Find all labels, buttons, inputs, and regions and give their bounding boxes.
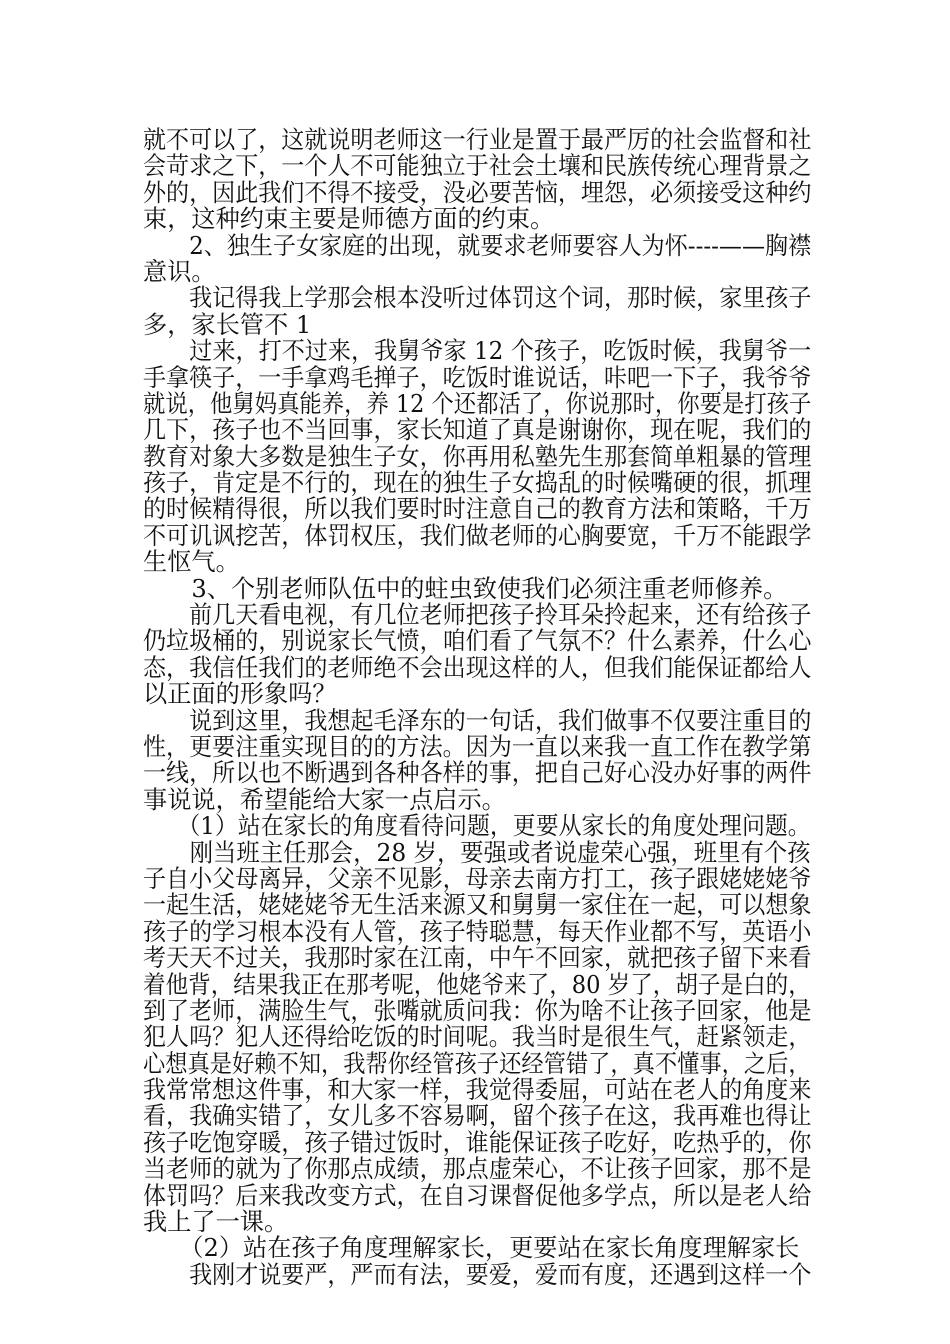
text-line: 犯人吗？犯人还得给吃饭的时间呢。我当时是很生气，赶紧领走， <box>143 1023 812 1052</box>
text-line: 到了老师，满脸生气，张嘴就质问我：你为啥不让孩子回家，他是 <box>143 996 812 1025</box>
text-line: 几下，孩子也不当回事，家长知道了真是谢谢你，现在呢，我们的 <box>143 416 812 445</box>
text-line: 不可讥讽挖苦，体罚权压，我们做老师的心胸要宽，千万不能跟学 <box>143 521 812 550</box>
text-line: 我上了一课。 <box>143 1208 289 1237</box>
text-line: 一起生活，姥姥姥爷无生活来源又和舅舅一家住在一起，可以想象 <box>143 891 812 920</box>
text-line: 多，家长管不 1 <box>143 310 312 339</box>
text-line: 以正面的形象吗？ <box>143 680 337 709</box>
text-line: 看，我确实错了，女儿多不容易啊，留个孩子在这，我再难也得让 <box>143 1102 812 1131</box>
text-line: 体罚吗？后来我改变方式，在自习课督促他多学点，所以是老人给 <box>143 1181 812 1210</box>
text-line: 事说说，希望能给大家一点启示。 <box>143 785 506 814</box>
text-line: 刚当班主任那会，28 岁，要强或者说虚荣心强，班里有个孩 <box>143 838 811 867</box>
text-line: 我刚才说要严，严而有法，要爱，爱而有度，还遇到这样一个 <box>143 1260 812 1289</box>
text-line: 孩子的学习根本没有人管，孩子特聪慧，每天作业都不写，英语小 <box>143 917 812 946</box>
text-line: 心想真是好赖不知，我帮你经管孩子还经管错了，真不懂事，之后， <box>143 1049 811 1078</box>
text-line: 3、个别老师队伍中的蛀虫致使我们必须注重老师修养。 <box>143 574 788 603</box>
text-line: 考天天不过关，我那时家在江南，中午不回家，就把孩子留下来看 <box>143 944 812 973</box>
text-line: 教育对象大多数是独生子女，你再用私塾先生那套简单粗暴的管理 <box>143 442 812 471</box>
text-line: 2、独生子女家庭的出现，就要求老师要容人为怀----——胸襟 <box>143 231 812 260</box>
text-line: 子自小父母离异，父亲不见影，母亲去南方打工，孩子跟姥姥姥爷 <box>143 864 812 893</box>
text-line: （2）站在孩子角度理解家长，更要站在家长角度理解家长 <box>143 1234 800 1263</box>
text-line: 说到这里，我想起毛泽东的一句话，我们做事不仅要注重目的 <box>143 706 812 735</box>
text-line: 当老师的就为了你那点成绩，那点虚荣心，不让孩子回家，那不是 <box>143 1155 812 1184</box>
text-line: 手拿筷子，一手拿鸡毛掸子，吃饭时谁说话，咔吧一下子，我爷爷 <box>143 363 812 392</box>
text-line: 会苛求之下，一个人不可能独立于社会土壤和民族传统心理背景之 <box>143 152 812 181</box>
text-line: 一线，所以也不断遇到各种各样的事，把自己好心没办好事的两件 <box>143 759 812 788</box>
text-line: 外的，因此我们不得不接受，没必要苦恼，埋怨，必须接受这种约 <box>143 178 812 207</box>
text-line: （1）站在家长的角度看待问题，更要从家长的角度处理问题。 <box>143 812 811 841</box>
text-line: 性，更要注重实现目的的方法。因为一直以来我一直工作在教学第 <box>143 732 812 761</box>
text-line: 意识。 <box>143 257 216 286</box>
text-line: 态，我信任我们的老师绝不会出现这样的人，但我们能保证都给人 <box>143 653 812 682</box>
document-body-text <box>143 127 811 1288</box>
text-line: 孩子吃饱穿暖，孩子错过饭时，谁能保证孩子吃好，吃热乎的，你 <box>143 1128 812 1157</box>
text-line: 就说，他舅妈真能养，养 12 个还都活了，你说那时，你要是打孩子 <box>143 389 812 418</box>
text-line: 着他背，结果我正在那考呢，他姥爷来了，80 岁了，胡子是白的， <box>143 970 811 999</box>
text-line: 我常常想这件事，和大家一样，我觉得委屈，可站在老人的角度来 <box>143 1076 812 1105</box>
text-line: 孩子，肯定是不行的，现在的独生子女捣乱的时候嘴硬的很，抓理 <box>143 469 812 498</box>
text-line: 生怄气。 <box>143 548 240 577</box>
text-line: 就不可以了，这就说明老师这一行业是置于最严厉的社会监督和社 <box>143 126 812 154</box>
text-line: 的时候精得很，所以我们要时时注意自己的教育方法和策略，千万 <box>143 495 812 524</box>
text-line: 仍垃圾桶的，别说家长气愤，咱们看了气氛不？什么素养，什么心 <box>143 627 812 656</box>
text-line: 前几天看电视，有几位老师把孩子拎耳朵拎起来，还有给孩子 <box>143 601 812 630</box>
text-line: 过来，打不过来，我舅爷家 12 个孩子，吃饭时候，我舅爷一 <box>143 337 812 366</box>
text-line: 我记得我上学那会根本没听过体罚这个词，那时候，家里孩子 <box>143 284 812 313</box>
text-line: 束，这种约束主要是师德方面的约束。 <box>143 205 555 234</box>
